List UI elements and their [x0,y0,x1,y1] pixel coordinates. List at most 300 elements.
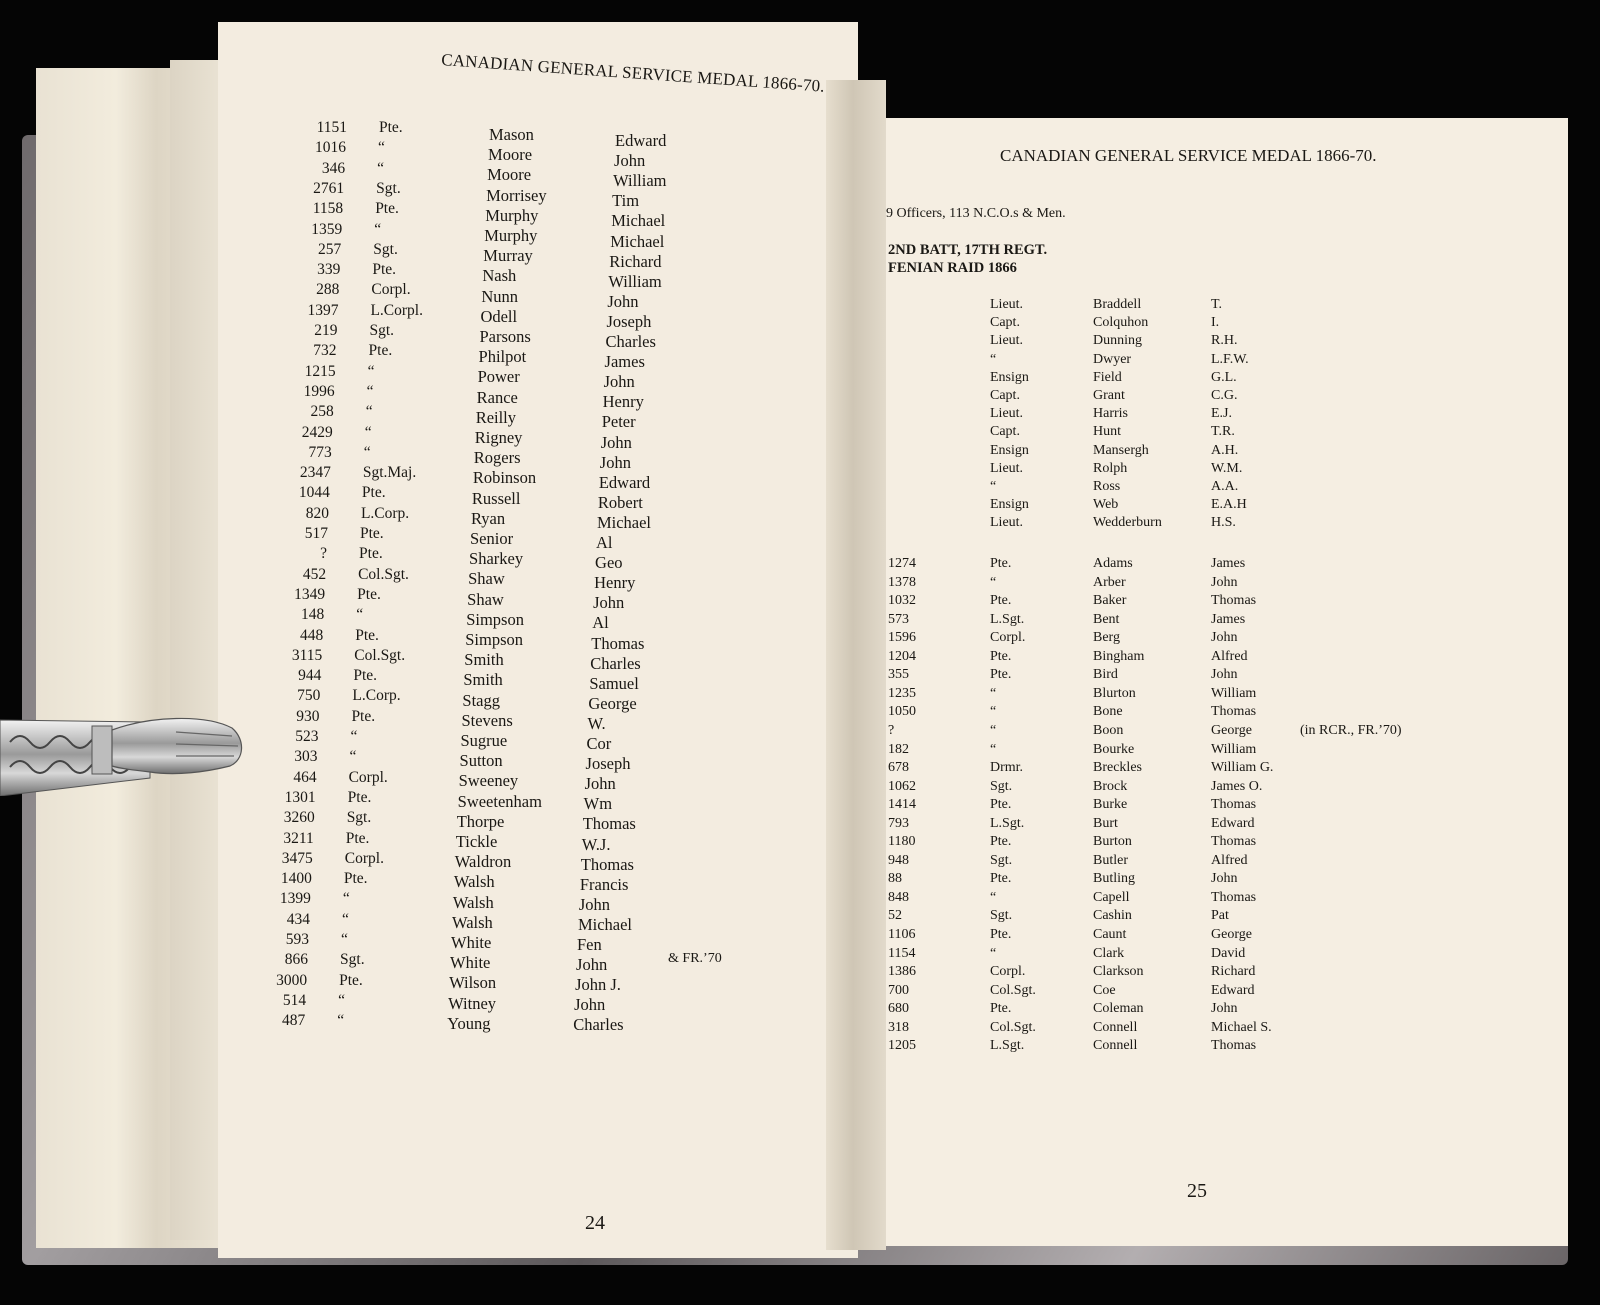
first-name: Charles [605,332,656,351]
initials: A.A. [1211,479,1239,494]
table-row [888,908,1448,925]
surname: Burton [1093,834,1132,850]
rank: “ [377,159,384,177]
table-row [888,370,1448,387]
service-number: 219 [314,322,338,339]
rank: Lieut. [990,297,1024,312]
rank: Drmr. [990,760,1024,776]
service-number: 930 [296,707,320,725]
first-name: John [578,894,611,914]
rank: Corpl. [990,964,1026,980]
rank: Pte. [360,525,384,542]
rank: “ [356,606,364,624]
service-number: 848 [888,889,909,905]
service-number: 944 [298,667,322,685]
first-name: Charles [573,1015,624,1035]
table-row [888,816,1448,833]
table-row [888,1020,1448,1037]
surname: Rigney [474,428,523,447]
rank: Lieut. [990,333,1024,349]
surname: Field [1093,369,1122,385]
surname: Shaw [468,569,505,589]
service-number: 3475 [281,849,313,867]
first-name: William [1211,741,1257,757]
service-number: 1180 [888,834,916,850]
service-number: 1032 [888,593,916,609]
surname: Braddell [1093,297,1142,312]
rank: Pte. [990,593,1012,609]
table-row [888,443,1448,460]
first-name: Wm [583,794,613,814]
first-name: John [614,151,646,171]
surname: Mansergh [1093,442,1149,458]
first-name: Michael [611,211,666,231]
service-number: 593 [285,931,309,948]
surname: Robinson [472,468,537,488]
first-name: Thomas [591,633,645,653]
surname: Blurton [1093,685,1136,701]
first-name: Joseph [606,311,652,331]
surname: Colquhon [1093,315,1149,331]
first-name: Thomas [1211,704,1257,720]
surname: Bingham [1093,648,1145,664]
service-number: 464 [293,768,317,786]
first-name: John [603,372,635,392]
first-name: Henry [594,573,636,593]
first-name: John [576,955,608,975]
first-name: Joseph [585,754,631,774]
surname: Adams [1093,556,1133,571]
first-name: John [1211,1001,1238,1017]
table-row [888,315,1448,332]
service-number: 1204 [888,648,916,664]
left-page-number: 24 [585,1212,605,1234]
unit-heading-line2: FENIAN RAID 1866 [888,260,1017,276]
rank: “ [990,704,997,720]
initials: C.G. [1211,388,1238,403]
rank: “ [367,362,375,380]
surname: Senior [470,529,514,548]
rank: Lieut. [990,460,1024,476]
service-number: 2347 [299,464,331,482]
rank: Pte. [990,834,1012,850]
service-number: 678 [888,760,909,776]
rank: Sgt. [346,809,372,827]
service-number: 1050 [888,704,916,720]
table-row [888,515,1448,532]
service-number: 346 [321,159,346,177]
first-name: Pat [1211,908,1229,924]
surname: Shaw [467,589,504,609]
rank: L.Sgt. [990,1038,1025,1054]
rank: “ [337,1012,345,1030]
surname: Parsons [479,327,531,346]
service-number: 1235 [888,685,916,701]
service-number: 2429 [301,423,333,441]
service-number: 1386 [888,964,916,980]
table-row [888,871,1448,888]
service-number: 1151 [316,119,347,136]
surname: Bent [1093,611,1120,627]
table-row [888,461,1448,478]
surname: Cashin [1093,908,1132,924]
service-number: 573 [888,611,909,627]
surname: Dunning [1093,333,1142,349]
first-name: Peter [601,412,636,432]
surname: Murphy [485,205,539,225]
rank: Pte. [990,667,1012,683]
first-name: Fen [577,935,602,954]
rank: Ensign [990,369,1029,385]
rank: “ [378,139,385,157]
rank: Sgt. [990,778,1013,794]
initials: G.L. [1211,369,1237,385]
rank: Pte. [357,585,381,603]
surname: Wedderburn [1093,515,1162,531]
first-name: Thomas [1211,889,1257,905]
service-number: 1205 [888,1038,916,1054]
surname: Wilson [449,973,497,993]
rank: “ [338,991,346,1009]
surname: Witney [448,993,497,1013]
first-name: Thomas [1211,1038,1257,1054]
rank: Corpl. [344,849,384,867]
first-name: William [613,171,667,191]
rank: Capt. [990,388,1020,403]
rank: Col.Sgt. [990,1019,1036,1035]
rank: “ [990,574,997,590]
surname: Walsh [452,892,494,912]
first-name: James O. [1211,778,1263,794]
rank: Pte. [990,871,1012,887]
first-name: John [599,452,631,472]
first-name: Thomas [580,854,634,874]
service-number: 288 [316,281,340,299]
first-name: Michael [596,512,651,532]
surname: Bourke [1093,741,1135,757]
rank: L.Corp. [360,504,410,522]
first-name: George [1211,927,1252,942]
rank: Sgt. [990,852,1013,868]
surname: Murphy [484,226,538,245]
surname: Sweeney [458,771,519,791]
rank: “ [364,423,372,441]
surname: Sugrue [460,731,508,750]
surname: Berg [1093,630,1120,646]
first-name: John [1211,871,1238,887]
rank: Pte. [990,556,1012,571]
rank: “ [366,382,374,400]
rank: Sgt. [373,240,398,258]
initials: W.M. [1211,460,1243,476]
initials: A.H. [1211,442,1239,458]
book-gutter [826,80,886,1250]
first-name: John J. [575,975,621,995]
service-number: 1399 [279,890,311,908]
table-row [888,388,1448,405]
first-name: William [1211,685,1257,701]
surname: White [450,953,491,973]
first-name: Thomas [1211,593,1257,609]
surname: Nash [482,266,517,286]
service-number: 487 [281,1012,306,1030]
metal-hand-bookmark [0,712,244,796]
table-row [888,723,1448,740]
service-number: 1158 [312,200,344,218]
service-number: 339 [317,261,341,279]
surname: Tickle [455,832,498,851]
first-name: Robert [597,492,643,512]
service-number: 1596 [888,630,916,646]
rank: Pte. [351,707,376,725]
table-row [888,779,1448,796]
surname: Simpson [465,630,524,649]
rank: Col.Sgt. [990,982,1036,998]
service-number: 700 [888,982,909,998]
rank: Pte. [361,484,386,502]
rank: Lieut. [990,515,1024,531]
first-name: Richard [609,251,662,271]
first-name: Richard [1211,964,1256,980]
rank: Col.Sgt. [354,646,406,664]
surname: Moore [488,145,533,165]
rank: Pte. [359,545,383,563]
surname: Walsh [453,872,495,892]
service-number: 793 [888,815,909,831]
surname: Simpson [466,609,524,629]
rank: Sgt. [376,179,401,197]
surname: Stevens [461,710,513,730]
rank: “ [990,945,997,961]
service-number: 1016 [315,139,347,157]
surname: Reilly [475,407,517,427]
rank: Pte. [990,927,1012,942]
initials: L.F.W. [1211,351,1249,367]
service-number: 303 [294,748,318,766]
table-row [888,575,1448,592]
table-row [888,649,1448,666]
table-row [888,667,1448,684]
first-name: John [607,291,639,311]
surname: Sharkey [469,549,524,569]
rank: “ [990,685,997,701]
table-row [888,983,1448,1000]
service-number: 820 [305,504,329,522]
first-name: Geo [595,553,623,573]
table-row [888,834,1448,851]
first-name: Cor [586,734,612,753]
service-number: 1106 [888,927,916,942]
first-name: James [604,352,645,372]
surname: Sutton [459,751,503,771]
rank: Pte. [345,829,370,847]
rank: L.Corpl. [370,301,423,319]
service-number: 1996 [303,382,335,400]
surname: Grant [1093,388,1125,403]
table-row [888,406,1448,423]
first-name: Edward [1211,982,1255,998]
first-name: Henry [602,392,644,412]
rank: Pte. [339,971,363,989]
first-name: Francis [579,874,629,894]
surname: Russell [471,488,521,508]
rank: Col.Sgt. [358,565,409,583]
first-name: John [584,774,616,794]
rank: Capt. [990,315,1020,331]
service-number: 182 [888,741,909,757]
first-name: Michael [610,231,665,251]
surname: Hunt [1093,424,1121,440]
left-page-header: CANADIAN GENERAL SERVICE MEDAL 1866-70. [440,50,826,96]
rank: Sgt. [340,951,365,969]
rank: L.Sgt. [990,815,1025,831]
first-name: John [1211,630,1238,646]
surname: Young [447,1013,491,1033]
first-name: Charles [590,653,641,673]
right-page-number: 25 [1187,1180,1207,1202]
first-name: Edward [615,131,667,150]
service-number: 1349 [294,585,326,603]
first-name: Michael S. [1211,1019,1272,1035]
surname: Rolph [1093,460,1128,476]
surname: Clarkson [1093,964,1144,980]
rank: L.Corp. [352,687,401,705]
table-row [888,556,1448,573]
service-number: 523 [295,728,319,745]
table-row [888,853,1448,870]
first-name: Edward [1211,815,1255,831]
initials: T.R. [1211,424,1235,440]
table-row [888,964,1448,981]
unit-heading-line1: 2ND BATT, 17TH REGT. [888,242,1048,258]
rank: Pte. [990,797,1012,813]
first-name: John [1211,667,1238,683]
surname: Boon [1093,722,1124,738]
service-number: 773 [308,443,332,461]
table-row [888,1038,1448,1055]
surname: Stagg [462,690,500,710]
first-name: David [1211,945,1246,961]
first-name: John [600,432,632,452]
surname: Harris [1093,406,1128,422]
rank: Pte. [375,200,399,218]
service-number: 514 [282,991,307,1009]
rank: Ensign [990,497,1029,513]
surname: Bone [1093,704,1123,720]
table-row [888,630,1448,647]
first-name: John [1211,574,1238,590]
surname: Burke [1093,797,1128,813]
rank: “ [363,443,371,461]
table-row [888,946,1448,963]
initials: T. [1211,297,1223,312]
first-name: Samuel [589,673,639,693]
service-number: 1400 [280,870,312,888]
table-row [888,612,1448,629]
table-row [888,686,1448,703]
surname: Rogers [473,448,521,468]
rank: Pte. [355,626,379,644]
service-number: 1062 [888,778,916,794]
service-number: 680 [888,1001,909,1017]
service-number: 1397 [307,301,339,319]
rank: “ [374,220,382,238]
surname: Brock [1093,778,1128,794]
service-number: 1378 [888,574,916,590]
service-number: 2761 [313,179,345,197]
first-name: Thomas [1211,797,1257,813]
surname: Ross [1093,479,1121,494]
rank: Ensign [990,442,1029,458]
rank: L.Sgt. [990,611,1025,627]
service-number: 88 [888,871,902,887]
service-number: 148 [300,606,325,624]
rank: Pte. [379,119,403,136]
service-number: 1154 [888,945,916,961]
right-page-header: CANADIAN GENERAL SERVICE MEDAL 1866-70. [1000,146,1377,165]
service-number: 3115 [291,646,323,664]
initials: R.H. [1211,333,1238,349]
service-number: 434 [286,910,310,928]
first-name: William [608,271,662,291]
table-row [888,352,1448,369]
first-name: James [1211,611,1246,627]
surname: Butler [1093,852,1128,868]
surname: Mason [489,125,534,144]
table-row [888,497,1448,514]
surname: Clark [1093,945,1125,961]
rank: Sgt. [990,908,1013,924]
surname: Breckles [1093,760,1142,776]
rank: Corpl. [990,630,1026,646]
surname: Rance [476,387,518,407]
service-number: 1215 [304,362,336,380]
service-number: 448 [300,626,324,644]
service-number: 1044 [298,484,330,502]
first-name: Edward [598,472,651,492]
service-number: 1301 [284,788,316,806]
first-name: George [1211,722,1252,738]
table-row [888,1001,1448,1018]
rank: “ [342,890,350,908]
surname: Morrisey [486,185,547,205]
first-name: Michael [577,914,632,934]
rank: “ [365,403,373,421]
surname: Smith [464,650,504,670]
service-number: ? [888,722,895,738]
service-number: 1359 [311,220,343,238]
first-name: John [593,593,625,613]
unit-summary: 9 Officers, 113 N.C.O.s & Men. [886,206,1066,221]
rank: Capt. [990,424,1020,440]
first-name: W. [587,713,606,733]
service-number: 866 [284,951,309,969]
surname: Murray [483,246,533,266]
surname: Burt [1093,815,1118,831]
service-number: 1274 [888,556,916,571]
service-number: 318 [888,1019,909,1035]
surname: Ryan [470,508,506,528]
rank: “ [990,722,997,738]
surname: Dwyer [1093,351,1132,367]
service-number: 517 [304,525,328,542]
surname: Odell [480,306,518,326]
initials: E.J. [1211,406,1232,422]
surname: Walsh [451,912,493,932]
rank: “ [341,931,348,948]
first-name: Alfred [1211,852,1248,868]
table-row [888,297,1448,314]
